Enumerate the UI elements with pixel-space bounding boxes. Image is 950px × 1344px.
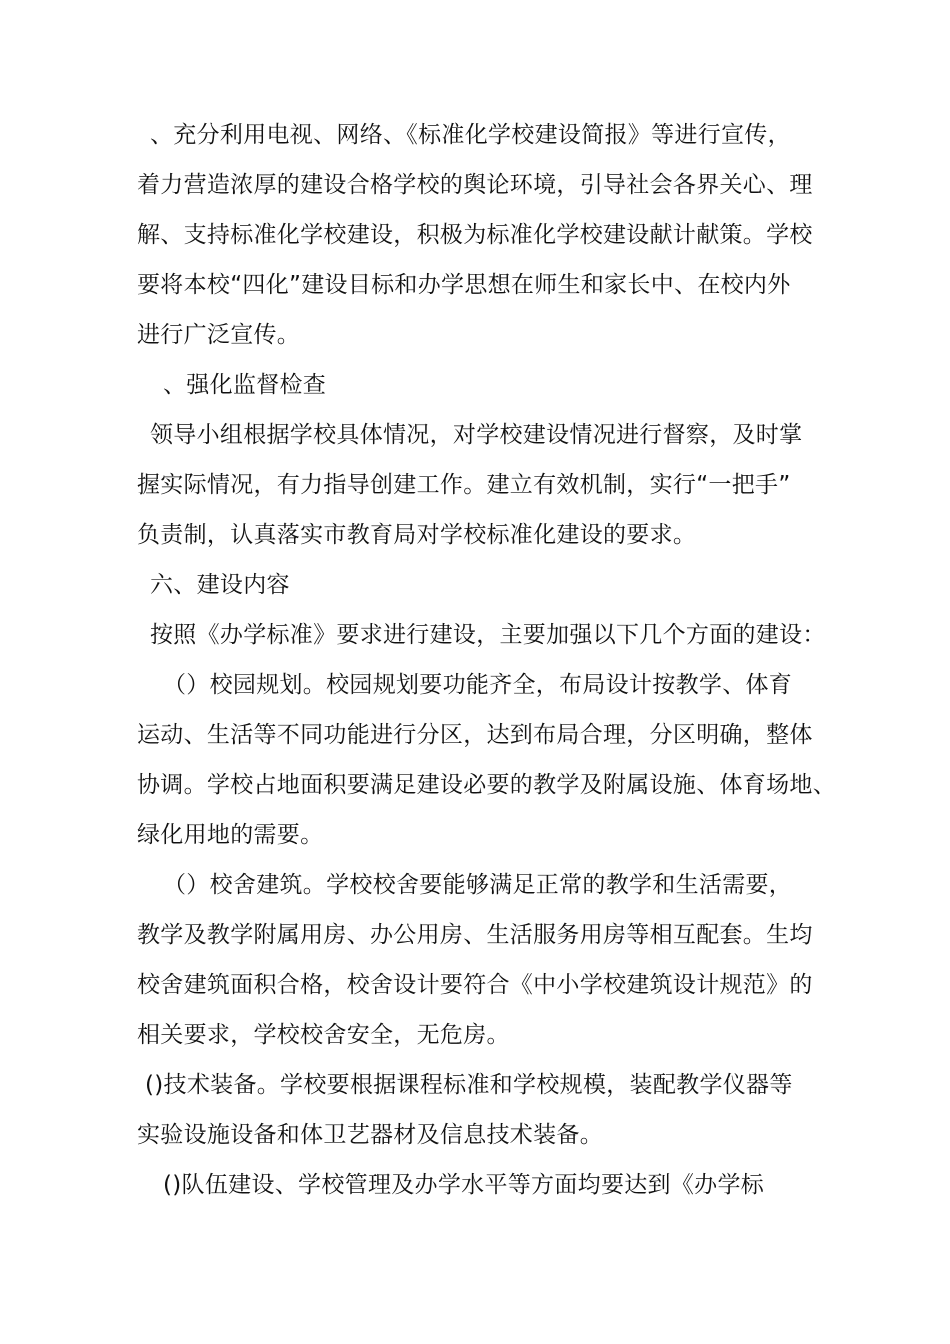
text-line: 要将本校“四化”建设目标和办学思想在师生和家长中、在校内外	[137, 272, 791, 298]
text-line: （）校园规划。校园规划要功能齐全，布局设计按教学、体育	[163, 672, 793, 698]
text-line: 按照《办学标准》要求进行建设，主要加强以下几个方面的建设：	[150, 622, 826, 648]
text-line: 负责制，认真落实市教育局对学校标准化建设的要求。	[137, 522, 697, 548]
text-line: 解、支持标准化学校建设，积极为标准化学校建设献计献策。学校	[137, 222, 813, 248]
text-line: 、充分利用电视、网络、《标准化学校建设简报》等进行宣传，	[150, 122, 791, 148]
text-line: （）校舍建筑。学校校舍要能够满足正常的教学和生活需要，	[163, 872, 793, 898]
text-line: 进行广泛宣传。	[137, 322, 301, 348]
text-line: ()技术装备。学校要根据课程标准和学校规模，装配教学仪器等	[145, 1072, 793, 1098]
text-line: 相关要求，学校校舍安全，无危房。	[137, 1022, 510, 1048]
text-line: ()队伍建设、学校管理及办学水平等方面均要达到《办学标	[163, 1172, 765, 1198]
section-heading: 、强化监督检查	[163, 372, 327, 398]
text-line: 着力营造浓厚的建设合格学校的舆论环境，引导社会各界关心、理	[137, 172, 813, 198]
text-line: 校舍建筑面积合格，校舍设计要符合《中小学校建筑设计规范》的	[137, 972, 813, 998]
section-heading: 六、建设内容	[150, 572, 290, 598]
text-line: 实验设施设备和体卫艺器材及信息技术装备。	[137, 1122, 603, 1148]
text-line: 运动、生活等不同功能进行分区，达到布局合理，分区明确，整体	[137, 722, 813, 748]
text-line: 协调。学校占地面积要满足建设必要的教学及附属设施、体育场地、	[137, 772, 836, 798]
text-line: 领导小组根据学校具体情况，对学校建设情况进行督察，及时掌	[150, 422, 803, 448]
text-line: 绿化用地的需要。	[137, 822, 324, 848]
text-line: 教学及教学附属用房、办公用房、生活服务用房等相互配套。生均	[137, 922, 813, 948]
text-line: 握实际情况，有力指导创建工作。建立有效机制，实行“一把手”	[137, 472, 791, 498]
